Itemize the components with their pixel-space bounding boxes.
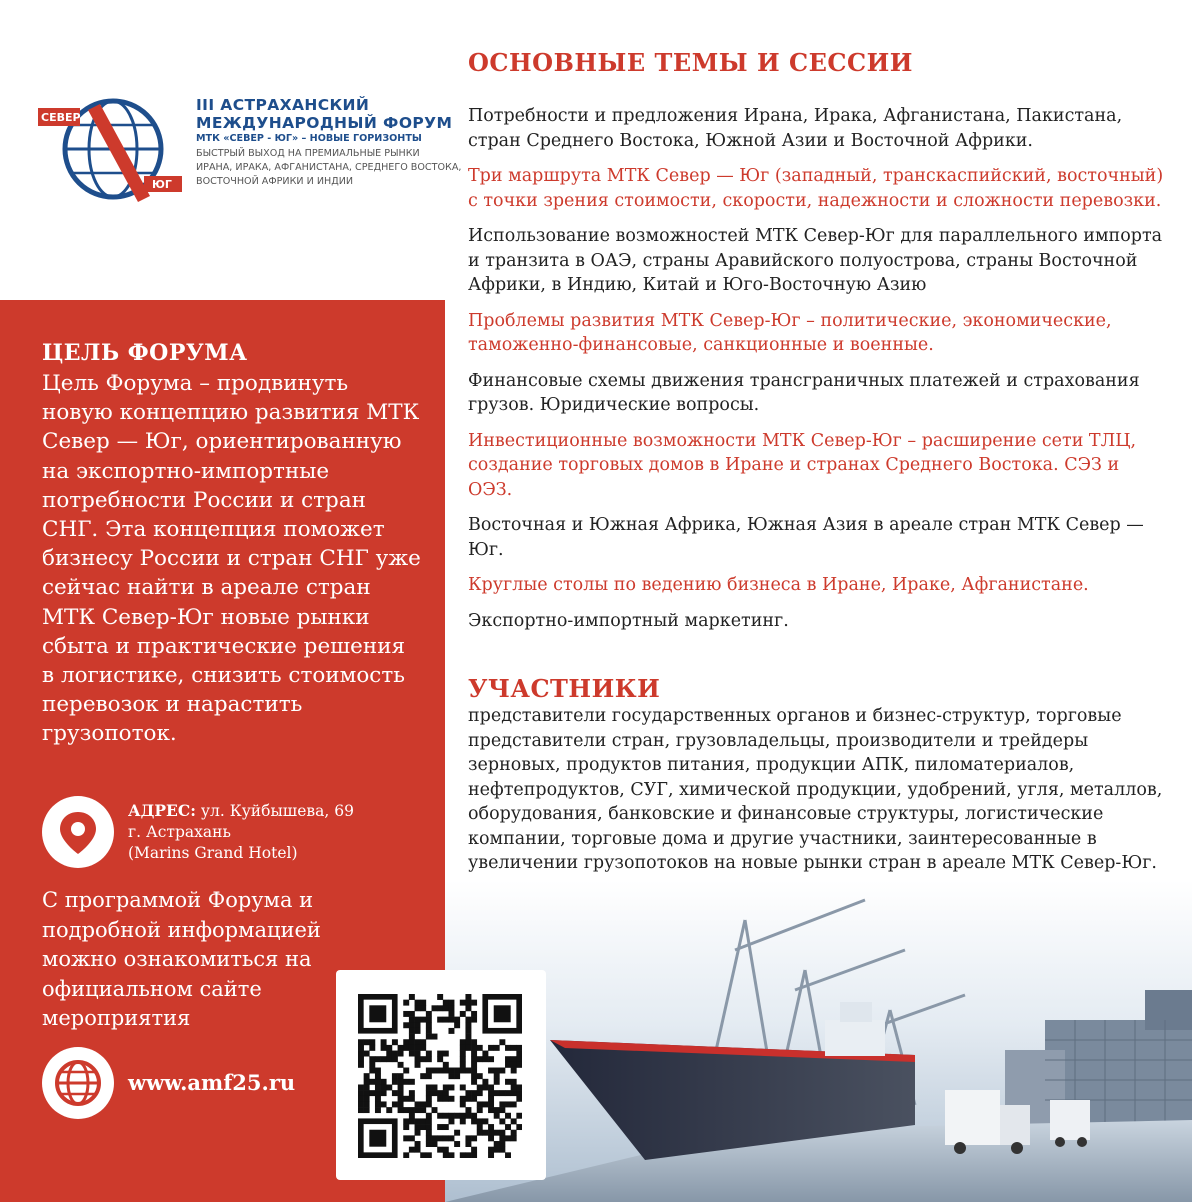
topic-item: Восточная и Южная Африка, Южная Азия в ареале стран МТК Север — Юг. bbox=[468, 515, 1144, 560]
logo-label-south: ЮГ bbox=[152, 178, 172, 191]
forum-logo bbox=[38, 92, 462, 222]
topic-item: Три маршрута МТК Север — Юг (западный, транскаспийский, восточный) с точки зрения стоимости, скорости, надежности и сложности перевозки. bbox=[468, 166, 1164, 211]
topics-title: ОСНОВНЫЕ ТЕМЫ И СЕССИИ bbox=[468, 48, 913, 77]
logo-tagline-3: ВОСТОЧНОЙ АФРИКИ И ИНДИИ bbox=[196, 176, 354, 187]
topic-item: Проблемы развития МТК Север-Юг – политические, экономические, таможенно-финансовые, санкционные и военные. bbox=[468, 310, 1112, 355]
address-block bbox=[128, 800, 428, 864]
topic-item: Экспортно-импортный маркетинг. bbox=[468, 610, 789, 631]
website-link[interactable]: www.amf25.ru bbox=[128, 1070, 296, 1095]
logo-label-north: СЕВЕР bbox=[41, 111, 81, 124]
logo-subtitle: МТК «СЕВЕР - ЮГ» – НОВЫЕ ГОРИЗОНТЫ bbox=[196, 133, 422, 144]
qr-code-icon bbox=[358, 994, 522, 1158]
topic-item: Инвестиционные возможности МТК Север-Юг – расширение сети ТЛЦ, создание торговых домов в Иране и странах Среднего Востока. СЭЗ и ОЭЗ. bbox=[468, 430, 1137, 500]
logo-tagline-2: ИРАНА, ИРАКА, АФГАНИСТАНА, СРЕДНЕГО ВОСТОКА, bbox=[196, 162, 462, 173]
goal-title: ЦЕЛЬ ФОРУМА bbox=[42, 340, 248, 366]
location-pin-icon bbox=[42, 796, 114, 868]
port-ship-photo bbox=[445, 880, 1192, 1202]
participants-text: представители государственных органов и бизнес-структур, торговые представители стран, грузовладельцы, производители и трейдеры зерновых, продуктов питания, продукции АПК, пиломатериалов, нефтепродуктов, СУГ, химической продукции, удобрений, угля, металлов, оборудования, банковские и финансовые структуры, логистические компании, торговые дома и другие участники, заинтересованные в увеличении грузопотоков на новые рынки стран в ареале МТК Север-Юг. bbox=[468, 706, 1163, 873]
qr-code[interactable] bbox=[336, 970, 546, 1180]
topic-item: Потребности и предложения Ирана, Ирака, Афганистана, Пакистана, стран Среднего Востока, Южной Азии и Восточной Африки. bbox=[468, 106, 1123, 151]
address-hotel: (Marins Grand Hotel) bbox=[128, 844, 298, 862]
address-label: АДРЕС: bbox=[128, 801, 196, 820]
topics-list bbox=[468, 104, 1168, 644]
logo-title-line1: III АСТРАХАНСКИЙ bbox=[196, 96, 370, 114]
topic-item: Финансовые схемы движения трансграничных платежей и страхования грузов. Юридические вопросы. bbox=[468, 370, 1140, 415]
participants-title: УЧАСТНИКИ bbox=[468, 674, 661, 703]
program-info-text: С программой Форума и подробной информацией можно ознакомиться на официальном сайте мероприятия bbox=[42, 888, 321, 1030]
address-city: г. Астрахань bbox=[128, 823, 231, 841]
goal-text: Цель Форума – продвинуть новую концепцию развития МТК Север — Юг, ориентированную на экспортно-импортные потребности России и стран СНГ. Эта концепция поможет бизнесу России и стран СНГ уже сейчас найти в ареале стран МТК Север-Юг новые рынки сбыта и практические решения в логистике, снизить стоимость перевозок и нарастить грузопоток. bbox=[42, 371, 421, 747]
topic-item: Круглые столы по ведению бизнеса в Иране, Ираке, Афганистане. bbox=[468, 575, 1089, 595]
address-street: ул. Куйбышева, 69 bbox=[200, 802, 354, 820]
topic-item: Использование возможностей МТК Север-Юг для параллельного импорта и транзита в ОАЭ, страны Аравийского полуострова, страны Восточной Африки, в Индию, Китай и Юго-Восточную Азию bbox=[468, 226, 1163, 295]
logo-tagline-1: БЫСТРЫЙ ВЫХОД НА ПРЕМИАЛЬНЫЕ РЫНКИ bbox=[196, 148, 420, 159]
logo-title-line2: МЕЖДУНАРОДНЫЙ ФОРУМ bbox=[196, 114, 453, 132]
globe-icon bbox=[42, 1047, 114, 1119]
